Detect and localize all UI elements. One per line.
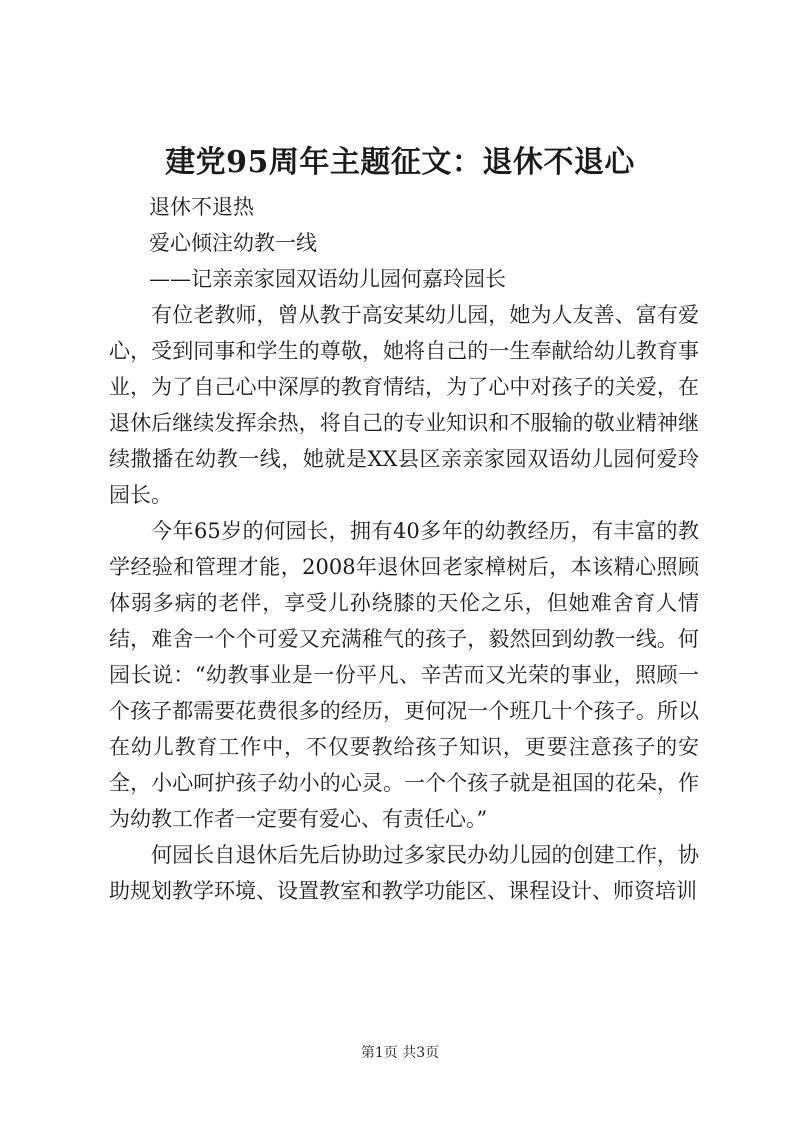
subtitle-line: ——记亲亲家园双语幼儿园何嘉玲园长 [149, 267, 506, 291]
body-paragraph: 今年65岁的何园长，拥有40多年的幼教经历，有丰富的教学经验和管理才能，2008年退休回老家樟树后，本该精心照顾体弱多病的老伴，享受儿孙绕膝的天伦之乐，但她难舍育人情结，难舍一个个可爱又充满稚气的孩子，毅然回到幼教一线。何园长说：“幼教事业是一份平凡、辛苦而又光荣的事业，照顾一个孩子都需要花费很多的经历，更何况一个班几十个孩子。所以在幼儿教育工作中，不仅要教给孩子知识，更要注意孩子的安全，小心呵护孩子幼小的心灵。一个个孩子就是祖国的花朵，作为幼教工作者一定要有爱心、有责任心。” [109, 519, 699, 831]
body-paragraph: 有位老教师，曾从教于高安某幼儿园，她为人友善、富有爱心，受到同事和学生的尊敬，她将自己的一生奉献给幼儿教育事业，为了自己心中深厚的教育情结，为了心中对孩子的关爱，在退休后继续发挥余热，将自己的专业知识和不服输的敬业精神继续撒播在幼教一线，她就是XX县区亲亲家园双语幼儿园何爱玲园长。 [109, 303, 699, 507]
page-footer: 第1页 共3页 [360, 1045, 440, 1061]
document-title: 建党95周年主题征文：退休不退心 [165, 145, 635, 180]
subtitle-line: 退休不退热 [149, 195, 254, 219]
body-paragraph: 何园长自退休后先后协助过多家民办幼儿园的创建工作，协助规划教学环境、设置教室和教学功能区、课程设计、师资培训 [109, 843, 699, 903]
subtitle-line: 爱心倾注幼教一线 [149, 231, 317, 255]
document-body [109, 189, 699, 909]
